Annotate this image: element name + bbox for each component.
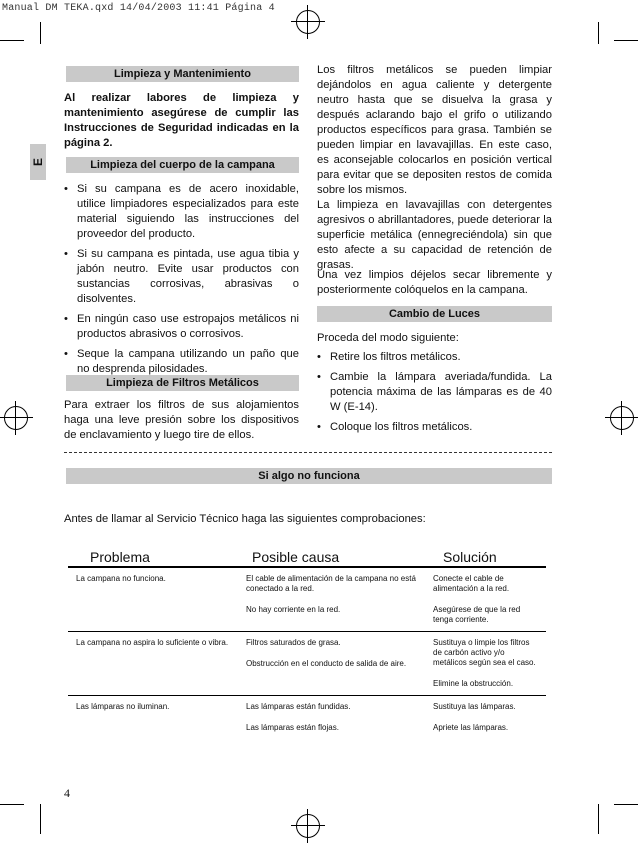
troubleshoot-table xyxy=(68,546,546,739)
page-number: 4 xyxy=(64,786,70,800)
section-title-filters: Limpieza de Filtros Metálicos xyxy=(66,375,299,391)
registration-mark-icon xyxy=(610,406,634,430)
crop-mark xyxy=(598,22,599,44)
column-header-cause: Posible causa xyxy=(238,546,425,567)
list-item: • Retire los filtros metálicos. xyxy=(317,351,461,363)
section-title-maintenance: Limpieza y Mantenimiento xyxy=(66,66,299,82)
registration-mark-icon xyxy=(4,406,28,430)
solution-cell: Conecte el cable de alimentación a la red. Asegúrese de que la red tenga corriente. xyxy=(425,567,546,632)
troubleshoot-intro: Antes de llamar al Servicio Técnico haga las siguientes comprobaciones: xyxy=(64,513,426,525)
problem-cell: La campana no aspira lo suficiente o vibra. xyxy=(68,632,238,696)
list-item: • Coloque los filtros metálicos. xyxy=(317,421,473,433)
list-item: • Cambie la lámpara averiada/fundida. La potencia máxima de las lámparas es de 40 W (E-14). xyxy=(317,371,552,413)
cause-cell: Las lámparas están fundidas. Las lámparas están flojas. xyxy=(246,702,351,732)
column-header-problem: Problema xyxy=(68,546,238,567)
crop-mark xyxy=(0,804,24,805)
lights-list xyxy=(317,350,552,440)
registration-mark-icon xyxy=(296,10,320,34)
problem-cell: Las lámparas no iluminan. xyxy=(76,702,170,711)
cause-cell: El cable de alimentación de la campana no está conectado a la red. No hay corriente en la red. xyxy=(238,567,425,632)
cause-cell: Filtros saturados de grasa. Obstrucción en el conducto de salida de aire. xyxy=(238,632,425,696)
language-tab-label: E xyxy=(30,157,45,167)
section-title-body-cleaning: Limpieza del cuerpo de la campana xyxy=(66,157,299,173)
section-divider xyxy=(64,452,552,453)
list-item: • Si su campana es de acero inoxidable, utilice limpiadores especializados para este material siguiendo las instrucciones del proveedor del producto. xyxy=(64,183,299,240)
crop-mark xyxy=(598,804,599,834)
column-header-solution: Solución xyxy=(425,546,546,567)
table-row xyxy=(68,696,546,740)
table-row xyxy=(68,632,546,696)
section-title-troubleshoot: Si algo no funciona xyxy=(66,468,552,484)
dishwasher-warning-text: La limpieza en lavavajillas con detergentes agresivos o abrillantadores, puede deteriorar la superficie metálica (ennegreciéndola) sin que esto afecte a su capacidad de retención de grasas. xyxy=(317,199,552,271)
table-header-row xyxy=(68,546,546,567)
body-cleaning-list xyxy=(64,182,299,382)
crop-mark xyxy=(40,22,41,44)
list-item: • Si su campana es pintada, use agua tibia y jabón neutro. Evite usar productos con sustancias corrosivas, abrasivas o disolventes. xyxy=(64,248,299,305)
section-title-lights: Cambio de Luces xyxy=(317,306,552,322)
maintenance-intro: Al realizar labores de limpieza y mantenimiento asegúrese de cumplir las Instrucciones de Seguridad indicadas en la página 2. xyxy=(64,92,299,149)
language-tab xyxy=(30,144,46,180)
list-item: • En ningún caso use estropajos metálicos ni productos abrasivos o corrosivos. xyxy=(64,313,299,340)
filters-cleaning-text: Los filtros metálicos se pueden limpiar dejándolos en agua caliente y detergente neutro hasta que se disuelva la grasa y después aclarando bajo el grifo o utilizando productos específicos para grasa. También se pueden limpiar en lavavajillas. En este caso, es aconsejable colocarlos en posición vertical para evitar que se depositen restos de comida sobre los mismos. xyxy=(317,64,552,196)
crop-mark xyxy=(614,804,638,805)
filters-text: Para extraer los filtros de sus alojamientos haga una leve presión sobre los dispositivos de enclavamiento y luego tire de ellos. xyxy=(64,399,299,441)
registration-mark-icon xyxy=(296,814,320,838)
solution-cell: Sustituya las lámparas. Apriete las lámparas. xyxy=(433,702,516,732)
crop-mark xyxy=(0,40,24,41)
procedure-text: Proceda del modo siguiente: xyxy=(317,332,459,344)
drying-text: Una vez limpios déjelos secar libremente y posteriormente colóquelos en la campana. xyxy=(317,269,552,296)
list-item: • Seque la campana utilizando un paño que no desprenda pilosidades. xyxy=(64,348,299,375)
table-row xyxy=(68,567,546,632)
solution-cell: Sustituya o limpie los filtros de carbón activo y/o metálicos según sea el caso. Elimine la obstrucción. xyxy=(425,632,546,696)
crop-mark xyxy=(614,40,638,41)
crop-mark xyxy=(40,804,41,834)
problem-cell: La campana no funciona. xyxy=(68,567,238,632)
print-header: Manual DM TEKA.qxd 14/04/2003 11:41 Página 4 xyxy=(2,3,275,14)
